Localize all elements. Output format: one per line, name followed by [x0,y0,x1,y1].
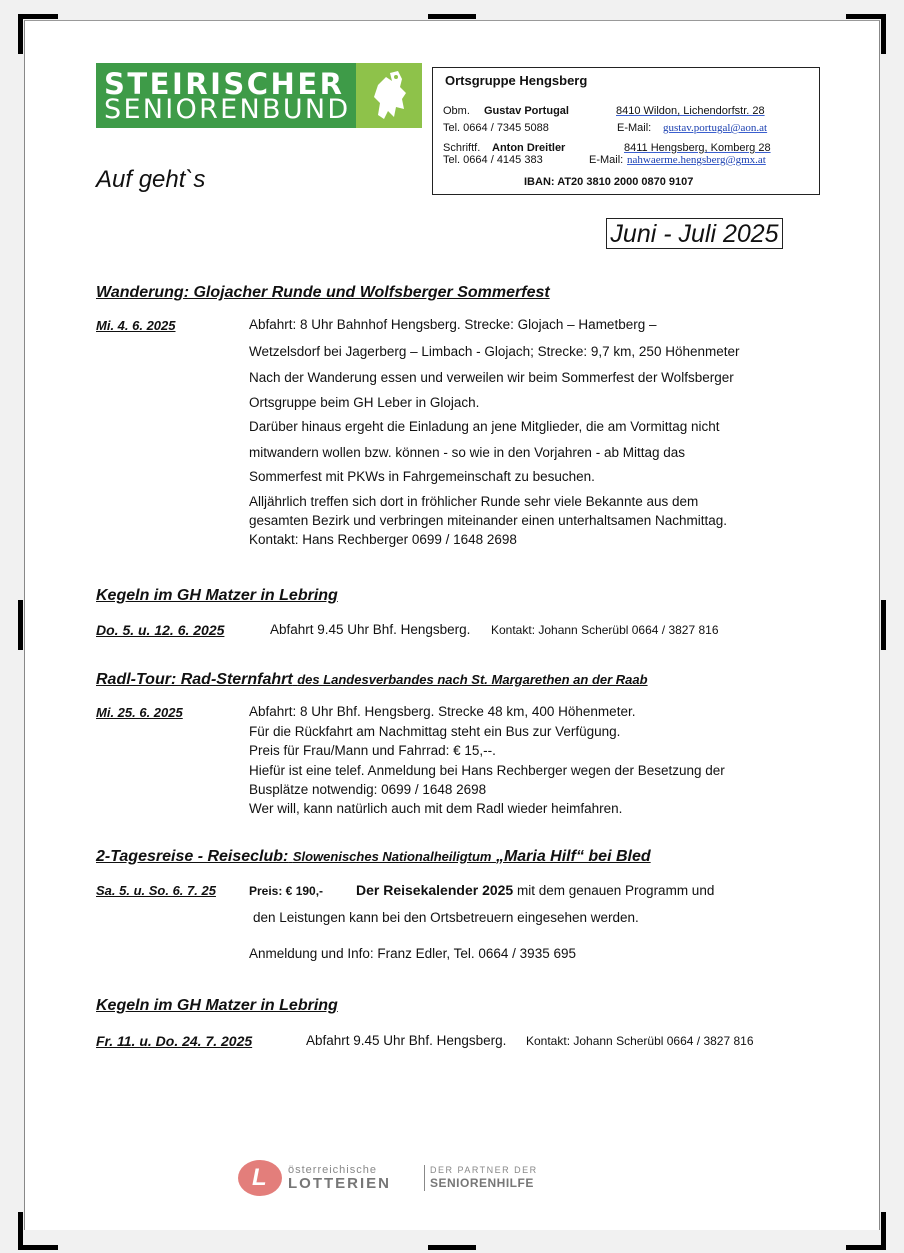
event1-line: Alljährlich treffen sich dort in fröhlicher Runde sehr viele Bekannte aus dem [249,494,699,509]
crop-mark [18,1245,58,1250]
schriftf-email-link[interactable]: nahwaerme.hengsberg@gmx.at [627,154,766,166]
lotterien-logo [238,1160,578,1198]
panther-icon [356,63,422,128]
event4-kalender: Der Reisekalender 2025 [356,882,514,898]
schriftf-address: 8411 Hengsberg, Komberg 28 [624,142,771,154]
event4-line1 [356,882,714,898]
event5-date: Fr. 11. u. Do. 24. 7. 2025 [96,1033,253,1049]
event3-line: Wer will, kann natürlich auch mit dem Radl wieder heimfahren. [249,801,623,816]
event5-contact: Kontakt: Johann Scherübl 0664 / 3827 816 [526,1034,754,1048]
event2-date: Do. 5. u. 12. 6. 2025 [96,622,225,638]
event4-title-sub: Slowenisches Nationalheiligtum [292,849,492,864]
event3-title-sub: des Landesverbandes nach St. Margarethen an der Raab [297,672,648,687]
crop-mark [428,1245,476,1250]
crop-mark [881,14,886,54]
event4-price: Preis: € 190,- [249,884,324,898]
event4-line2: den Leistungen kann bei den Ortsbetreuern eingesehen werden. [253,910,639,925]
contact-box [432,67,820,195]
footer-partner: DER PARTNER DER [430,1165,538,1175]
contact-title: Ortsgruppe Hengsberg [445,73,588,88]
lotto-l-glyph: L [252,1164,267,1191]
crop-mark [18,600,23,650]
page-heading: Auf geht`s [96,166,206,193]
crop-mark [881,600,886,650]
event1-line: Darüber hinaus ergeht die Einladung an jene Mitglieder, die am Vormittag nicht [249,419,720,434]
event1-line: Abfahrt: 8 Uhr Bahnhof Hengsberg. Strecke: Glojach – Hametberg – [249,317,657,332]
schriftf-tel: Tel. 0664 / 4145 383 [443,154,543,166]
event4-title-main: 2-Tagesreise - Reiseclub: [96,848,289,865]
event3-line: Preis für Frau/Mann und Fahrrad: € 15,--. [249,743,496,758]
logo-line1: STEIRISCHER [104,67,345,101]
event2-contact: Kontakt: Johann Scherübl 0664 / 3827 816 [491,623,719,637]
schriftf-name: Anton Dreitler [492,142,566,154]
seniorenbund-logo [96,63,422,128]
footer-divider [424,1165,425,1191]
footer-small-top: österreichische [288,1164,377,1176]
event1-date: Mi. 4. 6. 2025 [96,318,176,333]
crop-mark [846,14,886,19]
footer-partner2: SENIORENHILFE [430,1176,534,1190]
event4-date: Sa. 5. u. So. 6. 7. 25 [96,883,216,898]
event3-line: Busplätze notwendig: 0699 / 1648 2698 [249,782,487,797]
obm-address: 8410 Wildon, Lichendorfstr. 28 [616,105,765,117]
event3-line: Hiefür ist eine telef. Anmeldung bei Hans Rechberger wegen der Besetzung der [249,763,725,778]
event1-line: Sommerfest mit PKWs in Fahrgemeinschaft zu besuchen. [249,469,595,484]
event3-title-main: Radl-Tour: Rad-Sternfahrt [96,671,293,688]
event4-line3: Anmeldung und Info: Franz Edler, Tel. 0664 / 3935 695 [249,946,576,961]
crop-mark [428,14,476,19]
event5-title: Kegeln im GH Matzer in Lebring [96,997,338,1014]
iban: IBAN: AT20 3810 2000 0870 9107 [524,176,694,188]
event1-contact: Kontakt: Hans Rechberger 0699 / 1648 2698 [249,532,517,547]
obm-tel: Tel. 0664 / 7345 5088 [443,122,549,134]
schriftf-email-label: E-Mail: [589,154,624,166]
crop-mark [881,1212,886,1250]
logo-line2: SENIORENBUND [104,94,351,125]
event3-line: Abfahrt: 8 Uhr Bhf. Hengsberg. Strecke 48 km, 400 Höhenmeter. [249,704,636,719]
event3-title [96,671,648,689]
event1-title: Wanderung: Glojacher Runde und Wolfsberger Sommerfest [96,284,550,301]
event1-line: Ortsgruppe beim GH Leber in Glojach. [249,395,480,410]
event2-text: Abfahrt 9.45 Uhr Bhf. Hengsberg. [270,622,471,637]
crop-mark [18,14,58,19]
event4-title [96,848,651,866]
event4-line1-rest: mit dem genauen Programm und [516,883,715,898]
period-box: Juni - Juli 2025 [606,218,783,249]
event5-text: Abfahrt 9.45 Uhr Bhf. Hengsberg. [306,1033,507,1048]
obm-email-link[interactable]: gustav.portugal@aon.at [663,122,768,134]
crop-mark [18,14,23,54]
event3-date: Mi. 25. 6. 2025 [96,705,183,720]
crop-mark [846,1245,886,1250]
event1-line: mitwandern wollen bzw. können - so wie in den Vorjahren - ab Mittag das [249,445,685,460]
event2-title: Kegeln im GH Matzer in Lebring [96,587,338,604]
event1-line: Nach der Wanderung essen und verweilen wir beim Sommerfest der Wolfsberger [249,370,734,385]
event4-title-end: „Maria Hilf“ bei Bled [495,848,651,865]
obm-label: Obm. [443,105,470,117]
schriftf-label: Schriftf. [443,142,481,154]
footer-brand: LOTTERIEN [288,1175,391,1192]
event3-line: Für die Rückfahrt am Nachmittag steht ein Bus zur Verfügung. [249,724,621,739]
event1-line: Wetzelsdorf bei Jagerberg – Limbach - Glojach; Strecke: 9,7 km, 250 Höhenmeter [249,344,740,359]
event1-line: gesamten Bezirk und verbringen miteinander einen unterhaltsamen Nachmittag. [249,513,728,528]
obm-email-label: E-Mail: [617,122,652,134]
obm-name: Gustav Portugal [484,105,569,117]
